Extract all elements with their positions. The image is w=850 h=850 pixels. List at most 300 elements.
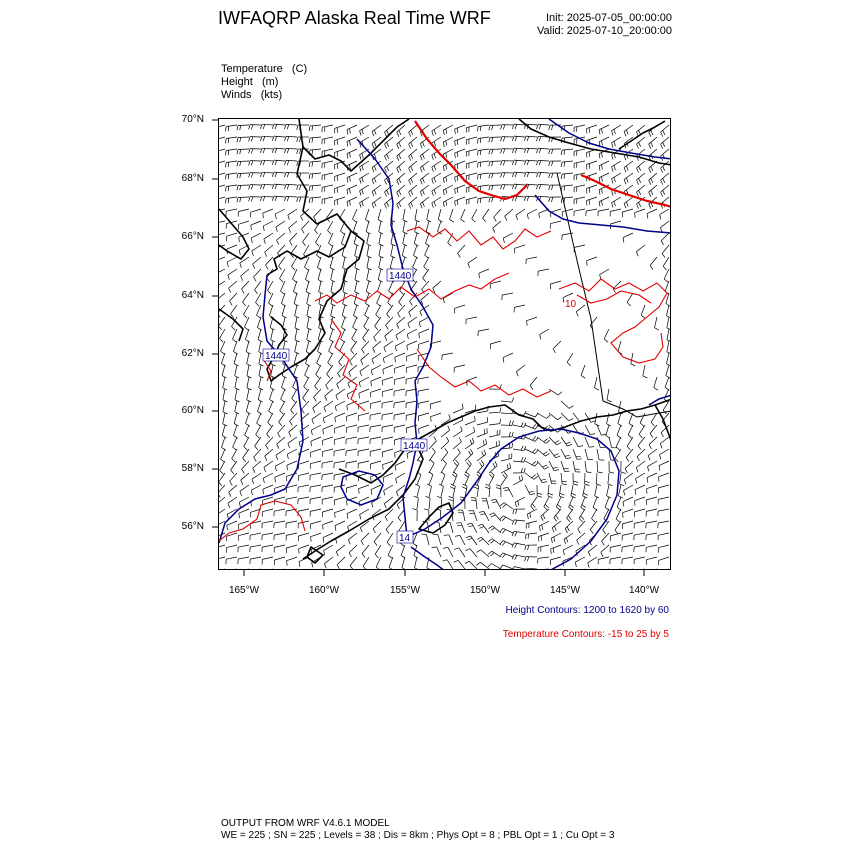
wind-barb-feather: [263, 148, 265, 153]
wind-barb-shaft: [612, 125, 621, 131]
wind-barb-feather: [539, 526, 540, 531]
wind-barb-feather: [409, 144, 411, 149]
wind-barb-shaft: [219, 269, 225, 274]
wind-barb-shaft: [317, 257, 321, 267]
wind-barb-feather: [518, 501, 519, 506]
wind-barb-shaft: [661, 125, 669, 132]
wind-barb-shaft: [549, 437, 557, 445]
wind-barb-shaft: [324, 401, 333, 407]
wind-barb-feather: [372, 144, 374, 149]
wind-barb-feather: [278, 433, 281, 437]
wind-barb-shaft: [514, 531, 525, 533]
wind-barb-shaft: [274, 509, 285, 511]
wind-barb-feather: [411, 154, 413, 159]
wind-barb-shaft: [563, 293, 573, 298]
wind-barb-shaft: [599, 161, 609, 166]
wind-barb-feather: [375, 554, 378, 558]
wind-barbs: [219, 124, 671, 570]
wind-barb-shaft: [376, 305, 381, 315]
wind-barb-feather: [347, 514, 348, 519]
wind-barb-shaft: [661, 233, 669, 241]
wind-barb-feather: [432, 448, 435, 452]
wind-barb-feather: [288, 215, 290, 220]
wind-barb-feather: [251, 225, 252, 230]
wind-barb-feather: [397, 505, 399, 509]
temperature-label-1: 10: [565, 299, 577, 310]
wind-barb-feather: [347, 142, 348, 147]
wind-barb-shaft: [399, 293, 405, 302]
wind-barb-feather: [254, 277, 257, 281]
wind-barb-shaft: [514, 148, 525, 149]
wind-barb-feather: [360, 528, 362, 533]
wind-barb-feather: [554, 537, 555, 542]
wind-barb-shaft: [290, 413, 297, 421]
wind-barb-shaft: [433, 281, 441, 288]
wind-barb-shaft: [348, 533, 357, 540]
wind-barb-feather: [226, 199, 227, 204]
wind-barb-feather: [502, 530, 505, 534]
wind-barb-shaft: [274, 545, 285, 547]
wind-barb-feather: [604, 339, 608, 342]
wind-barb-feather: [396, 492, 398, 497]
wind-barb-feather: [612, 131, 613, 136]
wind-barb-feather: [625, 469, 627, 473]
wind-barb-shaft: [299, 461, 310, 464]
wind-barb-shaft: [634, 521, 645, 523]
wind-barb-shaft: [358, 413, 369, 416]
wind-barb-shaft: [322, 161, 333, 163]
wind-barb-feather: [251, 490, 252, 495]
wind-barb-shaft: [432, 173, 441, 179]
wind-barb-feather: [492, 125, 493, 130]
wind-barb-shaft: [274, 172, 285, 173]
wind-barb-shaft: [561, 413, 569, 421]
wind-barb-feather: [323, 525, 324, 530]
wind-barb-feather: [655, 328, 659, 330]
wind-barb-shaft: [336, 545, 345, 552]
wind-barb-shaft: [358, 425, 369, 427]
wind-barb-feather: [229, 288, 231, 293]
wind-barb-feather: [456, 523, 461, 524]
wind-barb-feather: [280, 411, 284, 415]
wind-barb-feather: [598, 472, 603, 473]
wind-barb-feather: [420, 168, 422, 173]
wind-barb-shaft: [567, 509, 573, 518]
wind-barb-feather: [599, 166, 600, 171]
wind-barb-shaft: [229, 281, 237, 288]
wind-barb-shaft: [549, 473, 552, 484]
wind-barb-feather: [504, 490, 509, 491]
wind-barb-feather: [243, 458, 246, 462]
wind-barb-shaft: [501, 413, 512, 414]
wind-barb-shaft: [367, 233, 369, 244]
wind-barb-feather: [535, 463, 538, 467]
wind-barb-feather: [420, 204, 422, 209]
wind-barb-feather: [661, 168, 663, 173]
wind-barb-shaft: [395, 365, 406, 368]
wind-barb-feather: [527, 148, 529, 153]
wind-barb-shaft: [360, 365, 369, 371]
wind-barb-feather: [516, 215, 518, 220]
wind-barb-shaft: [526, 521, 537, 524]
wind-barb-shaft: [370, 413, 381, 415]
wind-barb-shaft: [334, 497, 345, 500]
wind-barb-feather: [424, 267, 428, 271]
wind-barb-shaft: [472, 523, 477, 533]
wind-barb-shaft: [346, 425, 357, 428]
map-panel: [218, 118, 671, 570]
wind-barb-feather: [599, 202, 600, 207]
wind-barb-feather: [305, 267, 309, 270]
wind-barb-feather: [233, 447, 237, 450]
wind-barb-feather: [251, 173, 253, 178]
wind-barb-feather: [240, 173, 241, 178]
wind-barb-shaft: [267, 425, 273, 434]
wind-barb-shaft: [257, 317, 261, 327]
wind-barb-feather: [489, 149, 490, 154]
wind-barb-feather: [420, 311, 422, 316]
wind-barb-shaft: [335, 509, 345, 513]
wind-barb-feather: [240, 263, 242, 268]
wind-barb-shaft: [240, 485, 249, 491]
wind-barb-feather: [465, 549, 470, 551]
wind-barb-feather: [237, 198, 238, 203]
wind-barb-shaft: [283, 317, 285, 328]
wind-barb-shaft: [423, 269, 429, 278]
wind-barb-feather: [329, 351, 333, 354]
wind-barb-shaft: [287, 461, 297, 465]
wind-barb-shaft: [374, 329, 381, 337]
wind-barb-feather: [664, 279, 668, 282]
wind-barb-shaft: [311, 533, 321, 537]
wind-barb-shaft: [586, 569, 597, 570]
wind-barb-feather: [639, 202, 641, 207]
wind-barb-feather: [348, 540, 350, 545]
wind-barb-feather: [602, 541, 605, 545]
wind-barb-feather: [475, 416, 476, 421]
wind-barb-shaft: [251, 485, 261, 490]
wind-barb-feather: [663, 266, 666, 270]
wind-barb-shaft: [245, 317, 250, 327]
wind-barb-shaft: [375, 545, 381, 554]
wind-barb-feather: [612, 155, 613, 160]
wind-barb-feather: [239, 237, 240, 242]
wind-barb-shaft: [238, 545, 249, 547]
wind-barb-feather: [350, 201, 351, 206]
wind-barb-shaft: [461, 209, 465, 219]
wind-barb-shaft: [439, 569, 441, 570]
wind-barb-shaft: [327, 365, 333, 374]
wind-barb-shaft: [307, 317, 309, 328]
wind-barb-feather: [434, 142, 436, 147]
wind-barb-feather: [432, 131, 434, 136]
wind-barb-feather: [263, 136, 265, 141]
wind-barb-feather: [420, 180, 422, 185]
wind-barb-shaft: [294, 353, 297, 364]
wind-barb-feather: [309, 138, 310, 143]
wind-barb-feather: [395, 466, 396, 471]
wind-barb-shaft: [461, 523, 465, 533]
wind-barb-feather: [614, 129, 615, 134]
wind-barb-shaft: [288, 437, 297, 443]
wind-barb-shaft: [455, 161, 465, 165]
wind-barb-feather: [479, 539, 483, 541]
wind-barb-shaft: [422, 281, 429, 289]
wind-barb-shaft: [238, 149, 249, 150]
wind-barb-feather: [649, 132, 651, 137]
wind-barb-feather: [599, 154, 600, 159]
wind-barb-feather: [312, 138, 313, 143]
wind-barb-shaft: [453, 431, 462, 437]
wind-barb-shaft: [234, 353, 237, 364]
wind-barb-shaft: [616, 509, 621, 519]
wind-barb-feather: [489, 125, 490, 130]
wind-barb-feather: [300, 137, 301, 142]
wind-barb-feather: [521, 457, 523, 462]
wind-barb-feather: [432, 203, 434, 208]
wind-barb-feather: [599, 178, 600, 183]
wind-barb-shaft: [424, 257, 429, 267]
wind-barb-feather: [350, 177, 351, 182]
wind-barb-feather: [491, 515, 496, 517]
wind-barb-shaft: [501, 401, 512, 402]
wind-barb-feather: [651, 422, 654, 426]
wind-barb-shaft: [310, 161, 321, 162]
wind-barb-shaft: [227, 233, 238, 236]
wind-barb-shaft: [563, 545, 573, 550]
wind-barb-feather: [459, 437, 461, 442]
wind-barb-feather: [487, 428, 488, 433]
wind-barb-feather: [443, 178, 444, 183]
wind-barb-shaft: [646, 545, 657, 547]
wind-barb-shaft: [480, 562, 489, 569]
wind-barb-feather: [609, 472, 614, 473]
wind-barb-feather: [637, 144, 639, 149]
wind-barb-feather: [385, 192, 387, 197]
wind-barb-feather: [291, 410, 294, 414]
wind-barb-feather: [614, 165, 615, 170]
wind-barb-shaft: [616, 437, 621, 447]
wind-barb-shaft: [355, 269, 357, 280]
wind-barb-shaft: [493, 221, 501, 228]
wind-barb-feather: [240, 491, 242, 496]
wind-barb-shaft: [395, 353, 405, 357]
wind-barb-feather: [251, 197, 253, 202]
wind-barb-feather: [521, 422, 523, 426]
wind-barb-feather: [544, 467, 549, 469]
wind-barb-feather: [395, 346, 396, 351]
wind-barb-feather: [582, 505, 586, 508]
wind-barb-shaft: [370, 437, 381, 439]
wind-barb-shaft: [587, 161, 597, 165]
wind-barb-feather: [635, 490, 636, 495]
wind-barb-shaft: [403, 233, 405, 244]
wind-barb-feather: [323, 429, 324, 434]
wind-barb-feather: [482, 451, 484, 456]
wind-barb-feather: [623, 502, 624, 507]
wind-barb-shaft: [323, 413, 333, 418]
wind-barb-shaft: [233, 341, 237, 351]
wind-barb-feather: [556, 456, 561, 458]
wind-barb-shaft: [394, 389, 405, 391]
wind-barb-feather: [602, 153, 603, 158]
wind-barb-feather: [361, 360, 363, 365]
wind-barb-shaft: [263, 485, 273, 489]
wind-barb-feather: [480, 162, 481, 167]
wind-barb-feather: [336, 395, 338, 400]
wind-barb-feather: [515, 555, 517, 559]
wind-barb-feather: [419, 333, 420, 338]
wind-barb-shaft: [429, 498, 430, 509]
wind-barb-shaft: [660, 449, 670, 455]
wind-barb-feather: [385, 336, 387, 341]
wind-barb-feather: [287, 173, 289, 178]
wind-barb-shaft: [266, 437, 273, 445]
wind-barb-feather: [395, 357, 396, 362]
wind-barb-shaft: [222, 365, 225, 376]
wind-barb-feather: [481, 461, 484, 465]
wind-barb-shaft: [241, 473, 249, 480]
wind-barb-feather: [237, 162, 238, 167]
wind-barb-shaft: [585, 461, 586, 472]
wind-barb-feather: [592, 519, 596, 523]
wind-barb-shaft: [397, 197, 405, 204]
wind-barb-feather: [241, 480, 243, 485]
wind-barb-shaft: [254, 449, 261, 457]
wind-barb-feather: [542, 482, 547, 483]
wind-barb-feather: [637, 204, 639, 209]
wind-barb-feather: [387, 142, 389, 147]
wind-barb-shaft: [223, 413, 225, 424]
wind-barb-feather: [570, 505, 574, 508]
wind-barb-feather: [419, 429, 420, 434]
wind-barb-shaft: [394, 401, 405, 403]
wind-barb-feather: [493, 463, 495, 468]
wind-barb-feather: [318, 351, 322, 354]
wind-barb-feather: [545, 453, 549, 456]
wind-barb-feather: [387, 154, 389, 159]
wind-barb-feather: [360, 515, 361, 520]
wind-barb-feather: [567, 362, 570, 366]
wind-barb-feather: [465, 561, 469, 563]
wind-barb-shaft: [484, 511, 489, 521]
wind-barb-feather: [647, 478, 648, 483]
wind-barb-feather: [366, 303, 370, 306]
wind-barb-shaft: [304, 245, 310, 255]
wind-barb-feather: [299, 562, 300, 567]
wind-barb-feather: [516, 372, 518, 377]
wind-barb-shaft: [443, 197, 453, 202]
wind-barb-feather: [527, 321, 528, 326]
wind-barb-feather: [509, 432, 510, 437]
wind-barb-feather: [556, 515, 559, 519]
wind-barb-shaft: [269, 401, 273, 411]
wind-barb-shaft: [514, 305, 525, 307]
wind-barb-shaft: [252, 245, 261, 251]
wind-barb-shaft: [562, 185, 573, 186]
lat-label-58: 58°N: [181, 463, 204, 474]
wind-barb-feather: [654, 388, 658, 391]
wind-barb-shaft: [478, 197, 489, 199]
wind-barb-feather: [558, 505, 562, 508]
wind-barb-shaft: [274, 124, 285, 125]
wind-barb-shaft: [515, 245, 526, 248]
wind-barb-shaft: [223, 401, 225, 412]
wind-barb-shaft: [625, 461, 633, 469]
height-contours-note: Height Contours: 1200 to 1620 by 60: [505, 605, 669, 616]
wind-barb-shaft: [554, 509, 561, 517]
wind-barb-feather: [480, 174, 481, 179]
wind-barb-shaft: [596, 473, 597, 484]
wind-barb-shaft: [599, 125, 609, 130]
wind-barb-shaft: [477, 454, 486, 461]
wind-barb-shaft: [425, 245, 429, 255]
temperature-contour-yukon: [559, 279, 667, 363]
wind-barb-shaft: [609, 437, 612, 448]
wind-barb-shaft: [465, 421, 475, 425]
wind-barb-feather: [311, 441, 312, 446]
wind-barb-shaft: [242, 281, 250, 289]
wind-barb-feather: [347, 154, 348, 159]
wind-barb-feather: [450, 487, 454, 489]
wind-barb-feather: [423, 202, 425, 207]
wind-barb-shaft: [513, 480, 523, 485]
wind-barb-feather: [292, 399, 296, 403]
wind-barb-shaft: [310, 473, 321, 475]
wind-barb-shaft: [478, 329, 489, 331]
wind-barb-feather: [590, 530, 593, 534]
wind-barb-feather: [309, 126, 310, 131]
wind-barb-shaft: [665, 377, 669, 387]
wind-barb-shaft: [239, 221, 250, 224]
wind-barb-feather: [448, 243, 452, 247]
wind-barb-shaft: [581, 365, 585, 375]
wind-barb-shaft: [513, 425, 524, 427]
wind-barb-shaft: [639, 425, 645, 434]
wind-barb-shaft: [455, 197, 465, 201]
wind-barb-feather: [425, 255, 429, 258]
wind-barb-shaft: [323, 437, 334, 440]
wind-barb-feather: [446, 177, 447, 182]
wind-barb-feather: [661, 180, 663, 185]
wind-barb-feather: [222, 447, 226, 450]
wind-barb-shaft: [551, 545, 561, 549]
wind-barb-feather: [649, 204, 651, 209]
wind-barb-feather: [446, 437, 448, 441]
wind-barb-feather: [323, 538, 324, 543]
wind-barb-feather: [647, 214, 648, 219]
wind-barb-feather: [383, 369, 384, 374]
wind-barb-shaft: [537, 473, 542, 483]
wind-barb-feather: [651, 190, 653, 195]
wind-barb-feather: [221, 459, 225, 462]
wind-barb-shaft: [233, 329, 238, 339]
wind-barb-shaft: [347, 125, 357, 130]
wind-barb-shaft: [329, 233, 334, 243]
wind-barb-shaft: [603, 521, 609, 530]
wind-barb-shaft: [432, 125, 441, 131]
wind-barb-shaft: [619, 401, 622, 412]
wind-barb-shaft: [438, 535, 441, 546]
wind-barb-shaft: [291, 245, 298, 254]
wind-barb-shaft: [287, 473, 298, 476]
wind-barb-feather: [477, 537, 481, 539]
wind-barb-shaft: [360, 173, 369, 179]
wind-barb-feather: [461, 426, 463, 431]
wind-barb-feather: [228, 174, 229, 179]
wind-barb-shaft: [228, 497, 237, 503]
wind-barb-shaft: [448, 547, 453, 557]
